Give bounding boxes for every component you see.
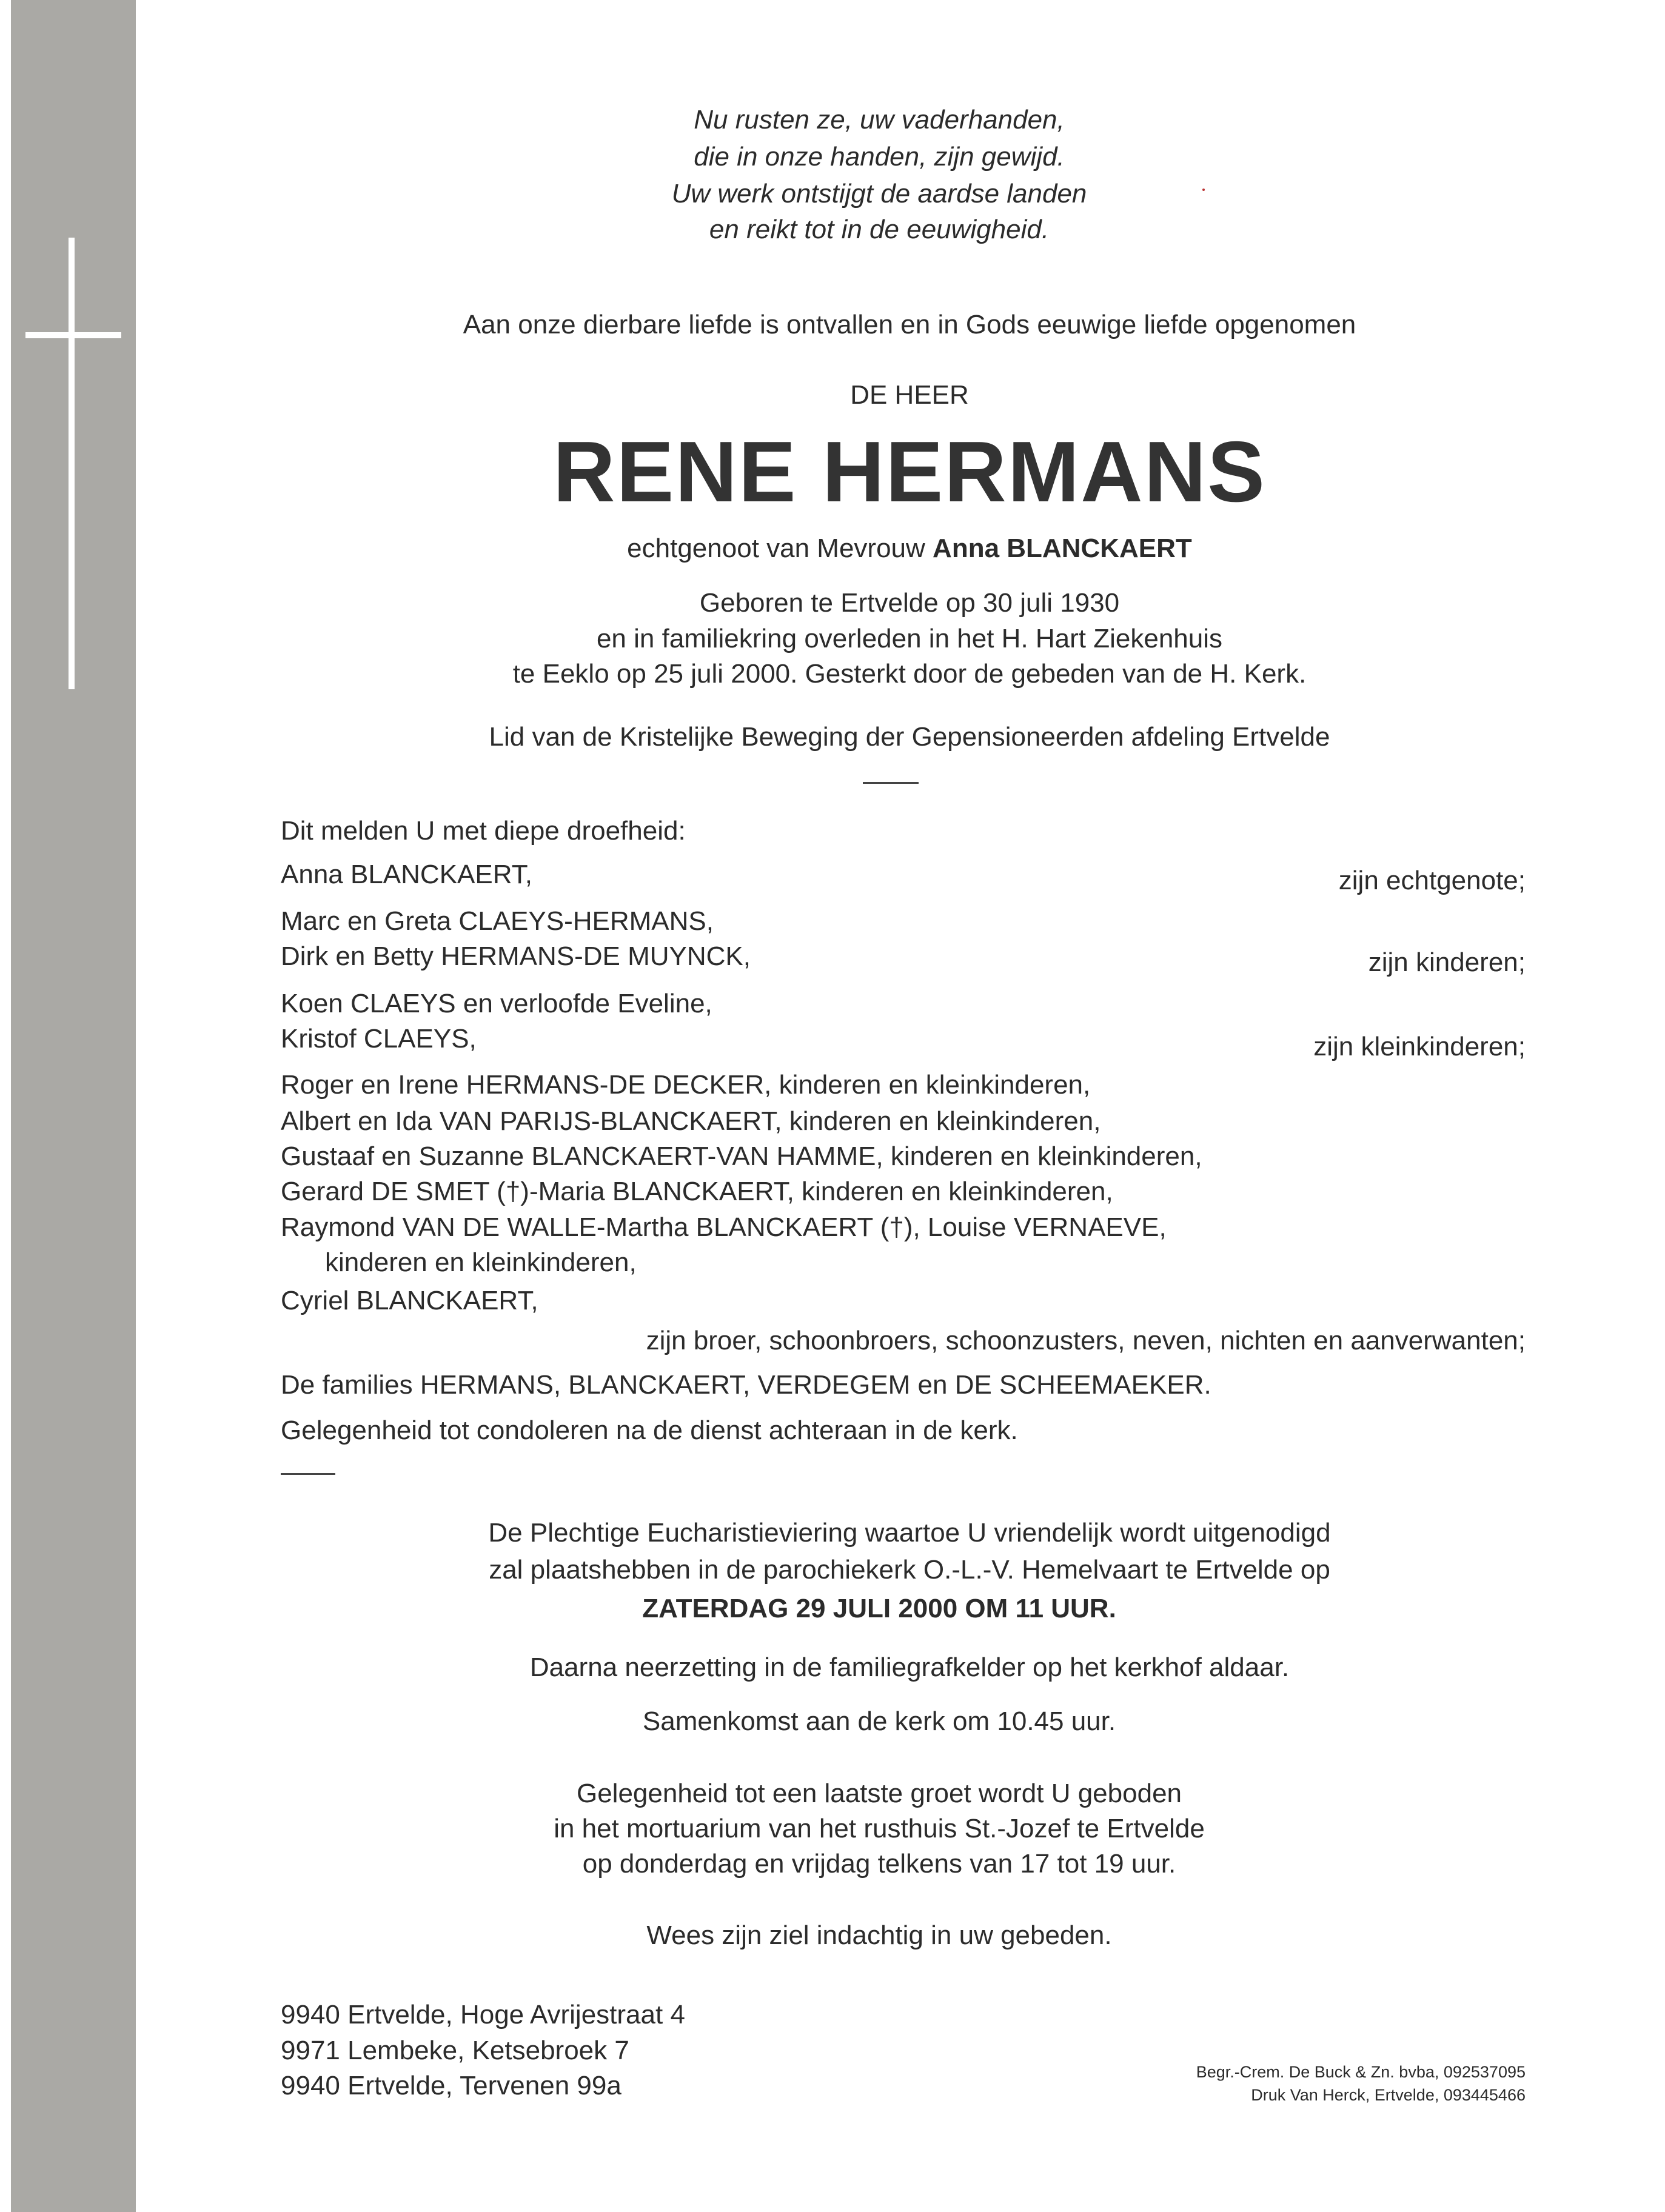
service-line: De Plechtige Eucharistieviering waartoe U vriendelijk wordt uitgenodigd [488, 1518, 1331, 1548]
family-grandchild: Koen CLAEYS en verloofde Eveline, [281, 989, 712, 1018]
printer-line: Begr.-Crem. De Buck & Zn. bvba, 092537095 [1196, 2063, 1526, 2081]
poem-line: die in onze handen, zijn gewijd. [694, 142, 1065, 172]
announce: Dit melden U met diepe droefheid: [281, 816, 686, 846]
farewell-line: Gelegenheid tot een laatste groet wordt U geboden [576, 1779, 1182, 1808]
family-sibling: kinderen en kleinkinderen, [325, 1248, 637, 1277]
poem-line: Uw werk ontstijgt de aardse landen [671, 179, 1087, 209]
family-sibling: Roger en Irene HERMANS-DE DECKER, kinderen en kleinkinderen, [281, 1070, 1091, 1100]
families: De families HERMANS, BLANCKAERT, VERDEGEM en DE SCHEEMAEKER. [281, 1370, 1211, 1400]
address: 9940 Ertvelde, Tervenen 99a [281, 2071, 621, 2100]
intro-text: Aan onze dierbare liefde is ontvallen en in Gods eeuwige liefde opgenomen [463, 310, 1356, 339]
family-spouse-role: zijn echtgenote; [1338, 866, 1526, 895]
spouse-prefix: echtgenoot van Mevrouw [627, 533, 925, 563]
title: DE HEER [850, 380, 969, 410]
closing: Wees zijn ziel indachtig in uw gebeden. [646, 1920, 1112, 1950]
bio-line: te Eeklo op 25 juli 2000. Gesterkt door de gebeden van de H. Kerk. [512, 659, 1307, 689]
address: 9940 Ertvelde, Hoge Avrijestraat 4 [281, 2000, 685, 2030]
service-date: ZATERDAG 29 JULI 2000 OM 11 UUR. [642, 1594, 1116, 1623]
cross-icon-horizontal [25, 332, 121, 338]
cross-icon-vertical [69, 238, 75, 689]
siblings-role: zijn broer, schoonbroers, schoonzusters, neven, nichten en aanverwanten; [646, 1326, 1526, 1355]
bio-line: Geboren te Ertvelde op 30 juli 1930 [699, 588, 1120, 618]
printer-line: Druk Van Herck, Ertvelde, 093445466 [1251, 2086, 1526, 2104]
divider [863, 782, 919, 784]
divider [281, 1473, 335, 1475]
spouse-line [485, 535, 1334, 562]
poem-line: Nu rusten ze, uw vaderhanden, [694, 105, 1065, 135]
family-sibling: Albert en Ida VAN PARIJS-BLANCKAERT, kinderen en kleinkinderen, [281, 1106, 1101, 1136]
farewell-line: in het mortuarium van het rusthuis St.-Jozef te Ertvelde [554, 1814, 1205, 1843]
deceased-name: RENE HERMANS [553, 424, 1266, 520]
grandchildren-role: zijn kleinkinderen; [1313, 1032, 1526, 1061]
condolence: Gelegenheid tot condoleren na de dienst achteraan in de kerk. [281, 1415, 1018, 1445]
family-child: Marc en Greta CLAEYS-HERMANS, [281, 906, 714, 936]
children-role: zijn kinderen; [1368, 947, 1526, 977]
family-spouse: Anna BLANCKAERT, [281, 860, 532, 889]
family-sibling: Gustaaf en Suzanne BLANCKAERT-VAN HAMME, kinderen en kleinkinderen, [281, 1141, 1202, 1171]
family-grandchild: Kristof CLAEYS, [281, 1024, 477, 1054]
meeting: Samenkomst aan de kerk om 10.45 uur. [642, 1706, 1116, 1736]
family-sibling: Gerard DE SMET (†)-Maria BLANCKAERT, kinderen en kleinkinderen, [281, 1177, 1113, 1206]
poem-line: en reikt tot in de eeuwigheid. [709, 215, 1050, 244]
farewell-line: op donderdag en vrijdag telkens van 17 tot 19 uur. [582, 1849, 1176, 1879]
service-line: zal plaatshebben in de parochiekerk O.-L.-V. Hemelvaart te Ertvelde op [489, 1555, 1330, 1585]
spouse-name: Anna BLANCKAERT [933, 533, 1192, 563]
bio-line: en in familiekring overleden in het H. Hart Ziekenhuis [596, 624, 1223, 653]
family-sibling: Raymond VAN DE WALLE-Martha BLANCKAERT (†), Louise VERNAEVE, [281, 1212, 1167, 1242]
family-child: Dirk en Betty HERMANS-DE MUYNCK, [281, 941, 751, 971]
speck [1202, 189, 1205, 191]
membership: Lid van de Kristelijke Beweging der Gepensioneerden afdeling Ertvelde [489, 722, 1330, 752]
address: 9971 Lembeke, Ketsebroek 7 [281, 2036, 629, 2065]
burial: Daarna neerzetting in de familiegrafkelder op het kerkhof aldaar. [529, 1652, 1290, 1682]
family-sibling: Cyriel BLANCKAERT, [281, 1286, 538, 1315]
